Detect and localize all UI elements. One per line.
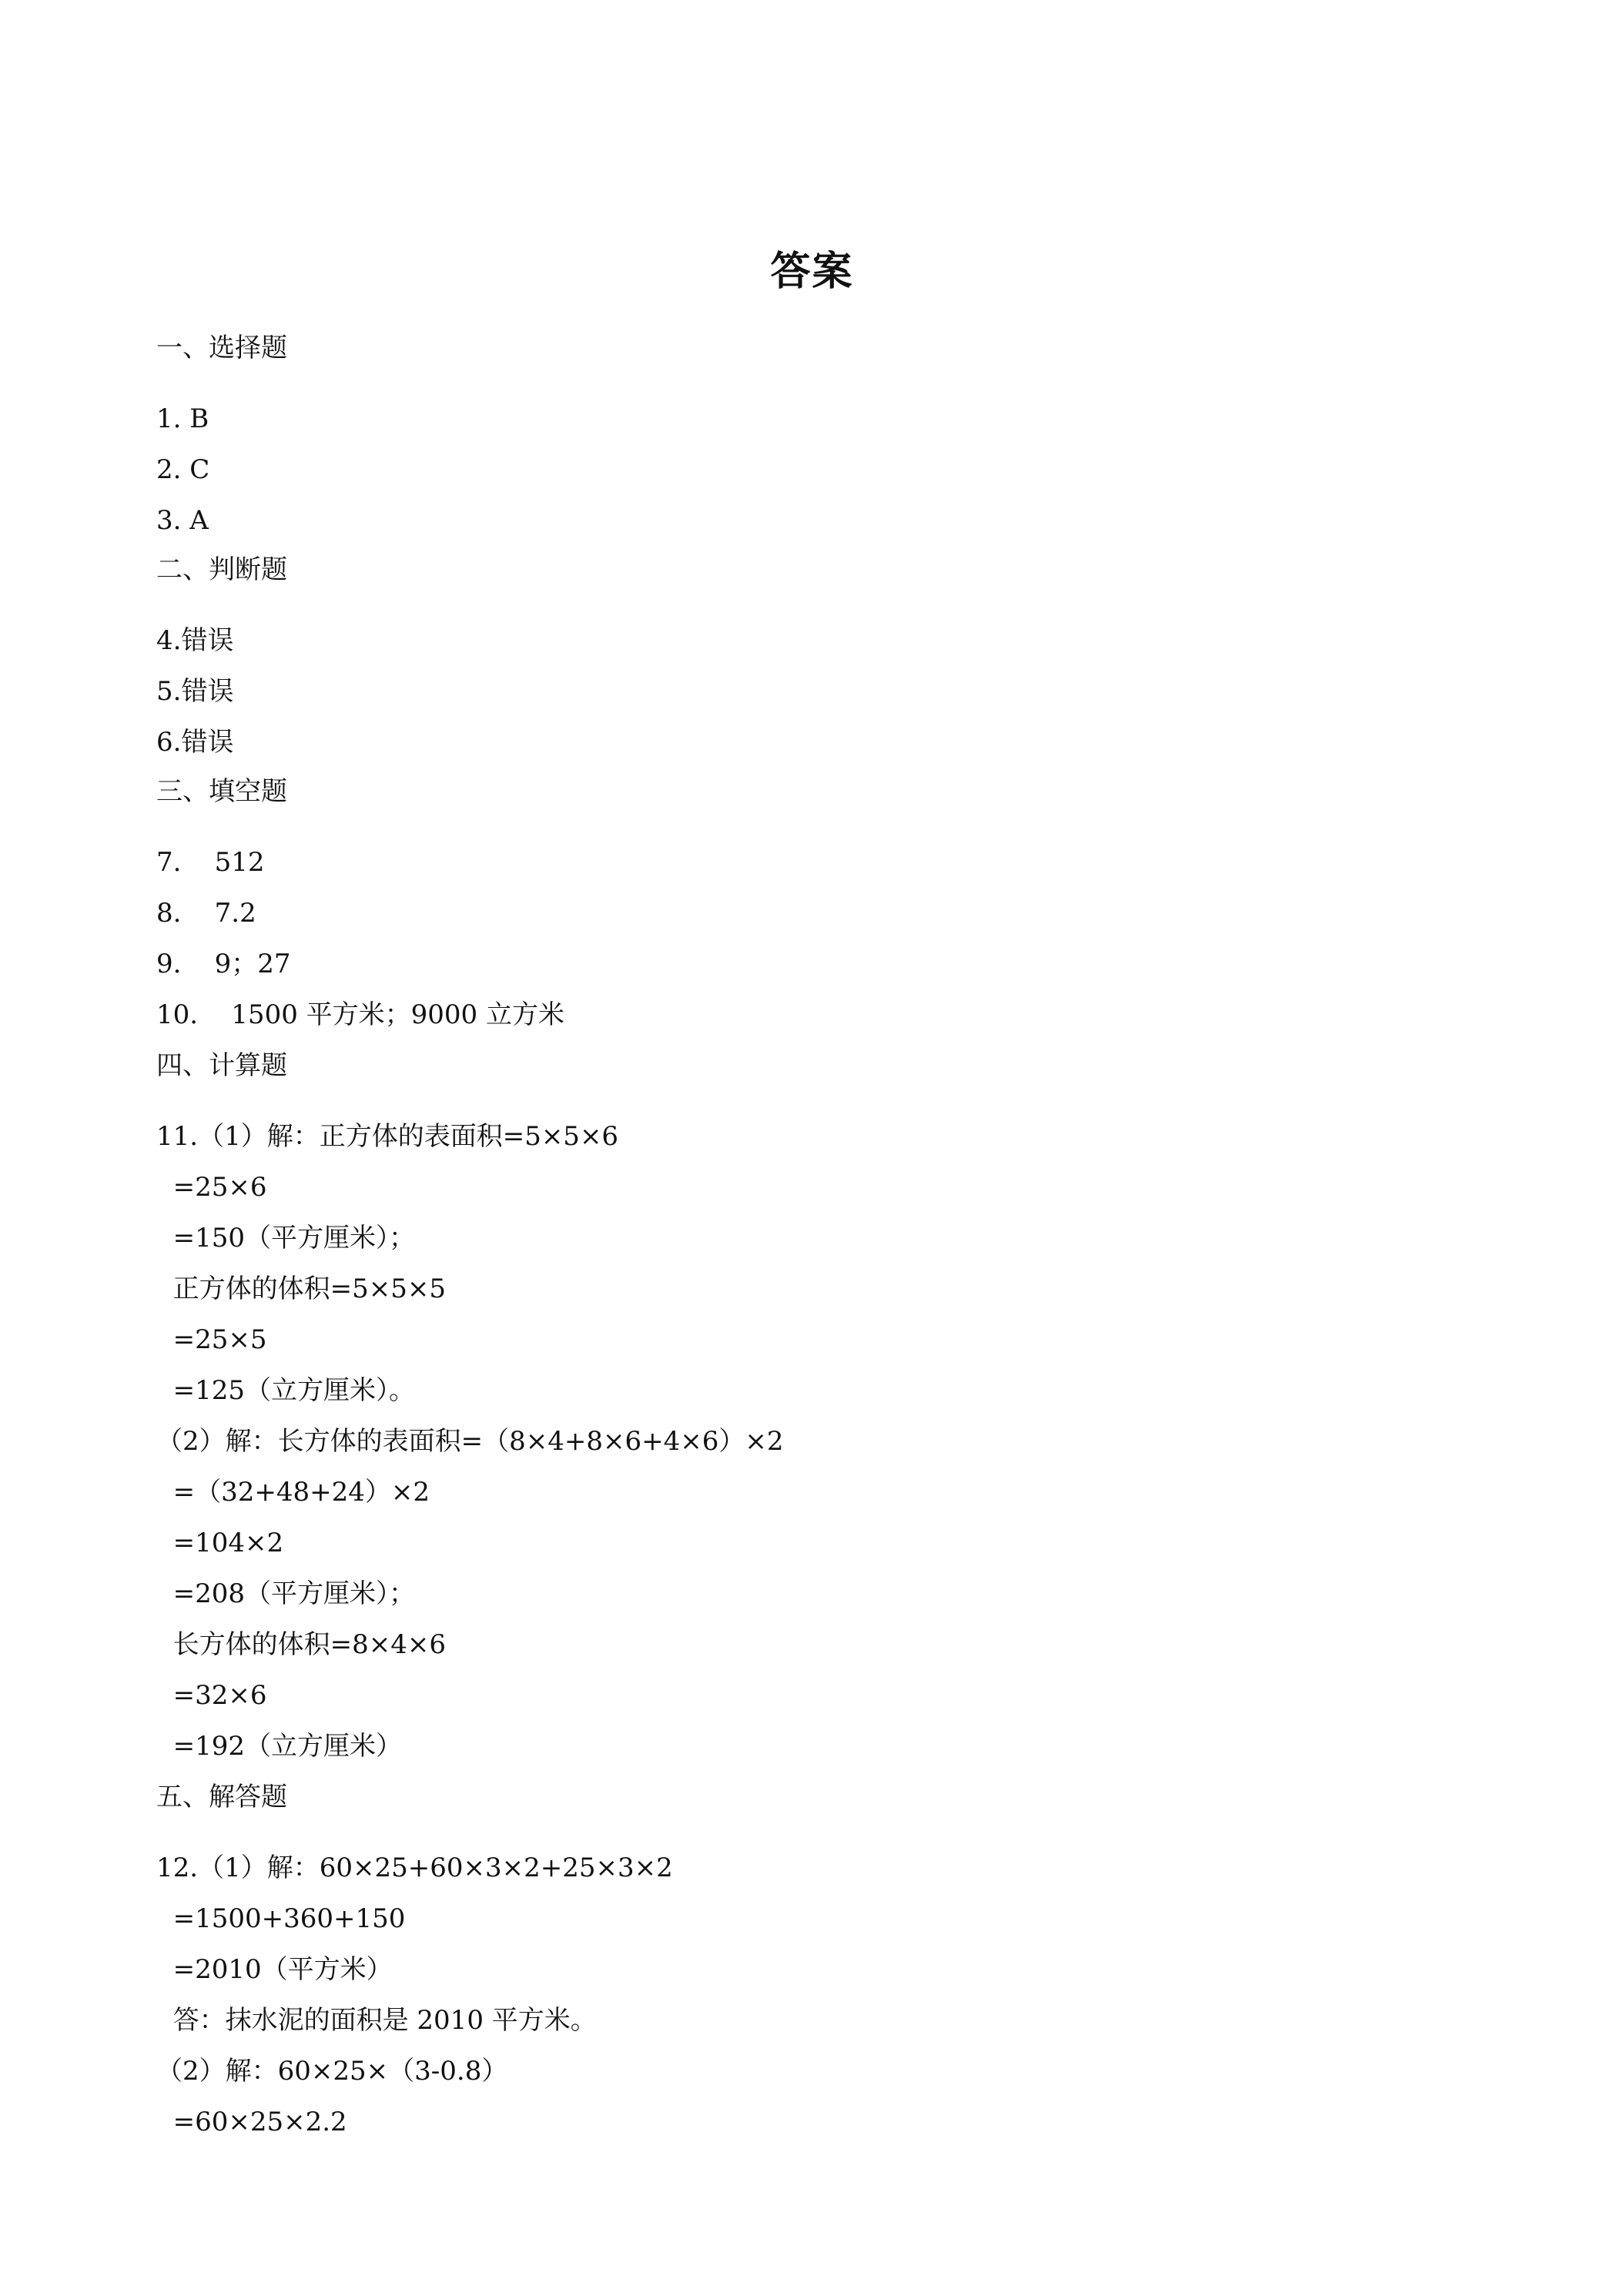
answer-line: 8. 7.2 [156, 898, 256, 929]
section-heading: 四、计算题 [156, 1050, 287, 1081]
solution-line: =125（立方厘米）。 [156, 1375, 415, 1406]
answer-line: 9. 9；27 [156, 949, 291, 979]
answer-line: 3. A [156, 505, 209, 536]
section-heading: 二、判断题 [156, 554, 287, 585]
answer-line: 6.错误 [156, 727, 234, 758]
section-heading: 五、解答题 [156, 1782, 287, 1812]
solution-line: =32×6 [156, 1680, 267, 1711]
solution-line: 正方体的体积=5×5×5 [156, 1274, 446, 1304]
solution-line: =2010（平方米） [156, 1954, 393, 1985]
section-heading: 三、填空题 [156, 776, 287, 807]
solution-line: =25×5 [156, 1324, 267, 1355]
answer-line: 10. 1500 平方米；9000 立方米 [156, 999, 564, 1030]
answer-line: 7. 512 [156, 847, 265, 878]
solution-line: =1500+360+150 [156, 1903, 406, 1934]
answer-line: 4.错误 [156, 625, 234, 656]
solution-line: =（32+48+24）×2 [156, 1477, 430, 1508]
solution-line: =104×2 [156, 1528, 284, 1558]
section-heading: 一、选择题 [156, 333, 287, 363]
solution-line: 11.（1）解：正方体的表面积=5×5×6 [156, 1121, 619, 1152]
solution-line: 长方体的体积=8×4×6 [156, 1629, 446, 1660]
answer-line: 1. B [156, 403, 209, 434]
solution-line: （2）解：60×25×（3-0.8） [156, 2056, 508, 2087]
page-title: 答案 [770, 248, 854, 295]
solution-line: =25×6 [156, 1172, 267, 1203]
answer-line: 5.错误 [156, 676, 234, 707]
answer-line: 2. C [156, 454, 210, 485]
solution-line: =60×25×2.2 [156, 2107, 347, 2137]
solution-line: （2）解：长方体的表面积=（8×4+8×6+4×6）×2 [156, 1426, 784, 1457]
solution-line: =192（立方厘米） [156, 1731, 402, 1762]
solution-line: 答：抹水泥的面积是 2010 平方米。 [156, 2005, 597, 2036]
solution-line: =150（平方厘米）； [156, 1223, 415, 1253]
solution-line: =208（平方厘米）； [156, 1578, 415, 1609]
solution-line: 12.（1）解：60×25+60×3×2+25×3×2 [156, 1853, 673, 1883]
